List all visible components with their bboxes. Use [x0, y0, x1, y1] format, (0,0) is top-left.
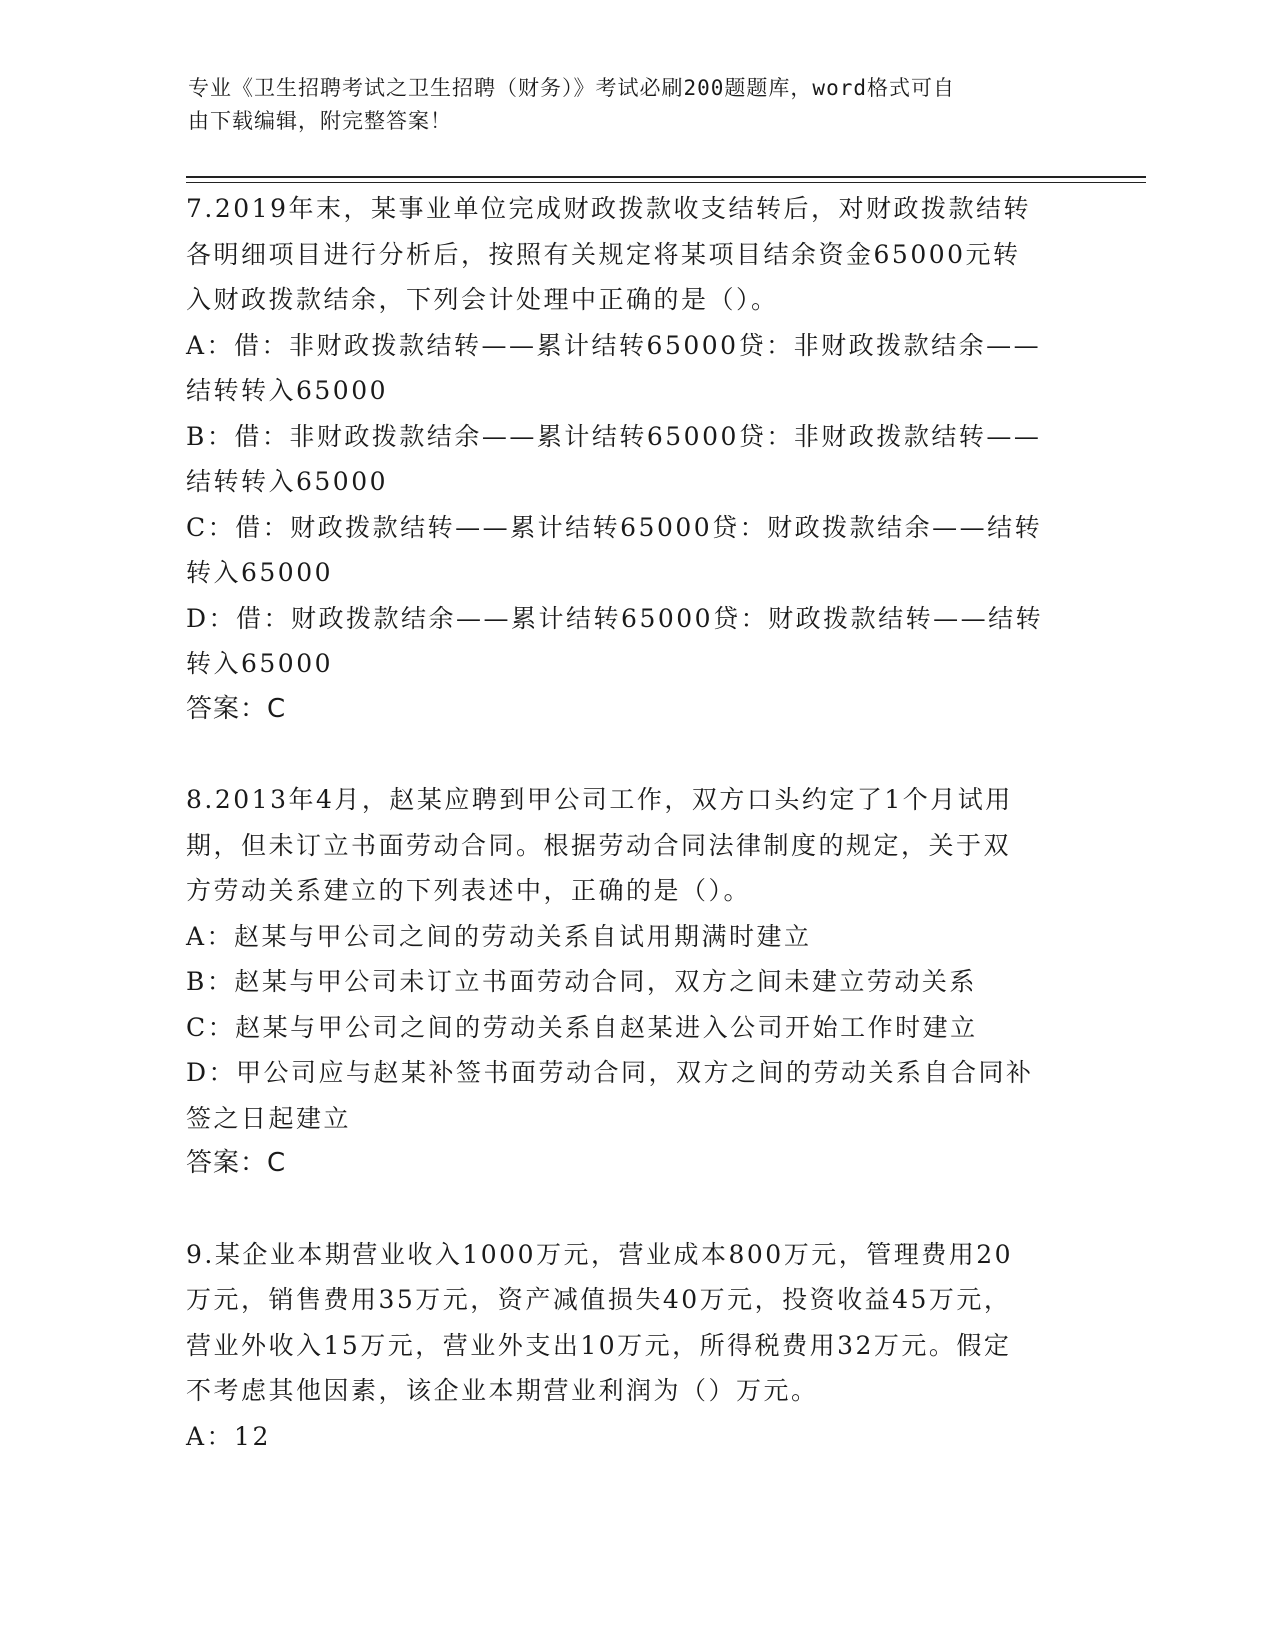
option-d-line: 转入65000 [186, 649, 334, 678]
spacer [186, 1187, 1086, 1232]
question-stem-line: 各明细项目进行分析后，按照有关规定将某项目结余资金65000元转 [186, 239, 1021, 269]
question-9 [186, 1232, 1086, 1460]
option-d-line: D：借：财政拨款结余——累计结转65000贷：财政拨款结转——结转 [186, 603, 1044, 633]
option-b-line: 结转转入65000 [186, 467, 389, 496]
option-d-line: 签之日起建立 [186, 1103, 352, 1133]
option-a-line: A：12 [186, 1421, 271, 1451]
question-7 [186, 186, 1086, 732]
question-stem-line: 方劳动关系建立的下列表述中，正确的是（）。 [186, 876, 752, 905]
question-list [186, 186, 1086, 1459]
header-rule-thick [186, 176, 1146, 178]
question-stem-line: 9.某企业本期营业收入1000万元，营业成本800万元，管理费用20 [186, 1239, 1014, 1269]
option-a-line: 结转转入65000 [186, 376, 389, 405]
spacer [186, 732, 1086, 777]
option-d-line: D：甲公司应与赵某补签书面劳动合同，双方之间的劳动关系自合同补 [186, 1058, 1034, 1087]
option-b-line: B：赵某与甲公司未订立书面劳动合同，双方之间未建立劳动关系 [186, 967, 977, 996]
question-stem-line: 万元，销售费用35万元，资产减值损失40万元，投资收益45万元， [186, 1285, 1012, 1314]
question-stem-line: 8.2013年4月，赵某应聘到甲公司工作，双方口头约定了1个月试用 [186, 785, 1013, 814]
question-stem-line: 7.2019年末，某事业单位完成财政拨款收支结转后，对财政拨款结转 [186, 194, 1031, 223]
option-c-line: C：借：财政拨款结转——累计结转65000贷：财政拨款结余——结转 [186, 512, 1043, 542]
option-c-line: 转入65000 [186, 558, 334, 587]
answer-label: 答案：C [186, 693, 287, 724]
option-a-line: A：借：非财政拨款结转——累计结转65000贷：非财政拨款结余—— [186, 330, 1042, 360]
header-rule-thin [186, 182, 1146, 183]
question-stem-line: 营业外收入15万元，营业外支出10万元，所得税费用32万元。假定 [186, 1330, 1012, 1360]
question-8 [186, 777, 1086, 1187]
header-line-1: 专业《卫生招聘考试之卫生招聘（财务）》考试必刷200题题库，word格式可自 [188, 76, 955, 100]
question-stem-line: 不考虑其他因素，该企业本期营业利润为（）万元。 [186, 1376, 819, 1405]
option-b-line: B：借：非财政拨款结余——累计结转65000贷：非财政拨款结转—— [186, 421, 1042, 451]
header-line-2: 由下载编辑，附完整答案！ [188, 109, 452, 133]
option-c-line: C：赵某与甲公司之间的劳动关系自赵某进入公司开始工作时建立 [186, 1012, 978, 1042]
answer-label: 答案：C [186, 1148, 287, 1178]
document-header [188, 72, 1068, 138]
option-a-line: A：赵某与甲公司之间的劳动关系自试用期满时建立 [186, 921, 812, 951]
question-stem-line: 入财政拨款结余，下列会计处理中正确的是（）。 [186, 285, 779, 314]
question-stem-line: 期，但未订立书面劳动合同。根据劳动合同法律制度的规定，关于双 [186, 830, 1012, 860]
